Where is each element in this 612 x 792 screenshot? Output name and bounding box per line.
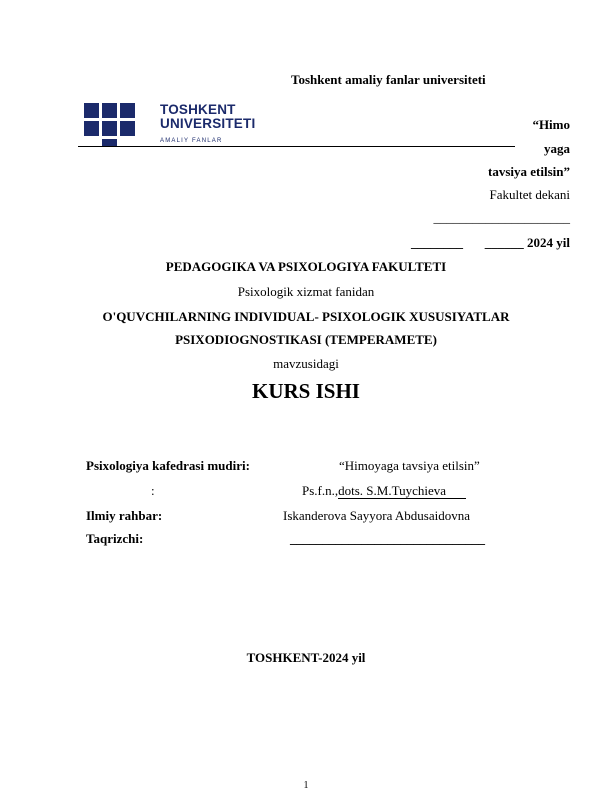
head-value: “Himoyaga tavsiya etilsin” <box>339 458 480 473</box>
approval-date-line-b: ______ 2024 yil <box>484 235 570 250</box>
reviewer-line: ______________________________ <box>290 531 485 546</box>
logo-square-3 <box>120 103 135 118</box>
header-rule <box>78 146 515 147</box>
subject-name: Psixologik xizmat fanidan <box>237 284 375 299</box>
supervisor-value: Iskanderova Sayyora Abdusaidovna <box>283 508 471 523</box>
logo-square-1 <box>84 103 99 118</box>
topic-line1: O'QUVCHILARNING INDIVIDUAL- PSIXOLOGIK XUSUSIYATLAR <box>102 309 510 324</box>
page-number: 1 <box>303 780 309 791</box>
logo-square-4 <box>84 121 99 136</box>
degree-underline-tail <box>446 483 466 499</box>
university-logo <box>84 103 264 147</box>
approval-date-line-a: ________ <box>411 235 463 250</box>
approval-line3: tavsiya etilsin” <box>488 164 570 179</box>
degree-prefix: Ps.f.n., <box>302 483 339 498</box>
logo-square-2 <box>102 103 117 118</box>
supervisor-label: Ilmiy rahbar: <box>86 508 163 523</box>
topic-line2: PSIXODIOGNOSTIKASI (TEMPERAMETE) <box>175 332 437 347</box>
logo-text-line1: TOSHKENT <box>160 102 236 117</box>
approval-line2: yaga <box>544 141 570 156</box>
degree-line <box>302 483 466 499</box>
logo-square-5 <box>102 121 117 136</box>
reviewer-label: Taqrizchi: <box>86 531 144 546</box>
work-type-title: KURS ISHI <box>252 379 360 403</box>
degree-name: dots. S.M.Tuychieva <box>338 483 446 498</box>
logo-text-line3: AMALIY FANLAR <box>160 138 223 144</box>
approval-role: Fakultet dekani <box>489 187 570 202</box>
city-year: TOSHKENT-2024 yil <box>246 650 366 665</box>
faculty-name: PEDAGOGIKA VA PSIXOLOGIYA FAKULTETI <box>165 259 447 274</box>
logo-square-6 <box>120 121 135 136</box>
approval-line1: “Himo <box>532 117 570 132</box>
approval-signature-line: _____________________ <box>433 210 570 225</box>
university-name: Toshkent amaliy fanlar universiteti <box>291 72 486 87</box>
logo-text-line2: UNIVERSITETI <box>160 116 256 131</box>
colon-mark: : <box>151 483 155 498</box>
head-label: Psixologiya kafedrasi mudiri: <box>86 458 250 473</box>
topic-suffix: mavzusidagi <box>273 356 339 371</box>
